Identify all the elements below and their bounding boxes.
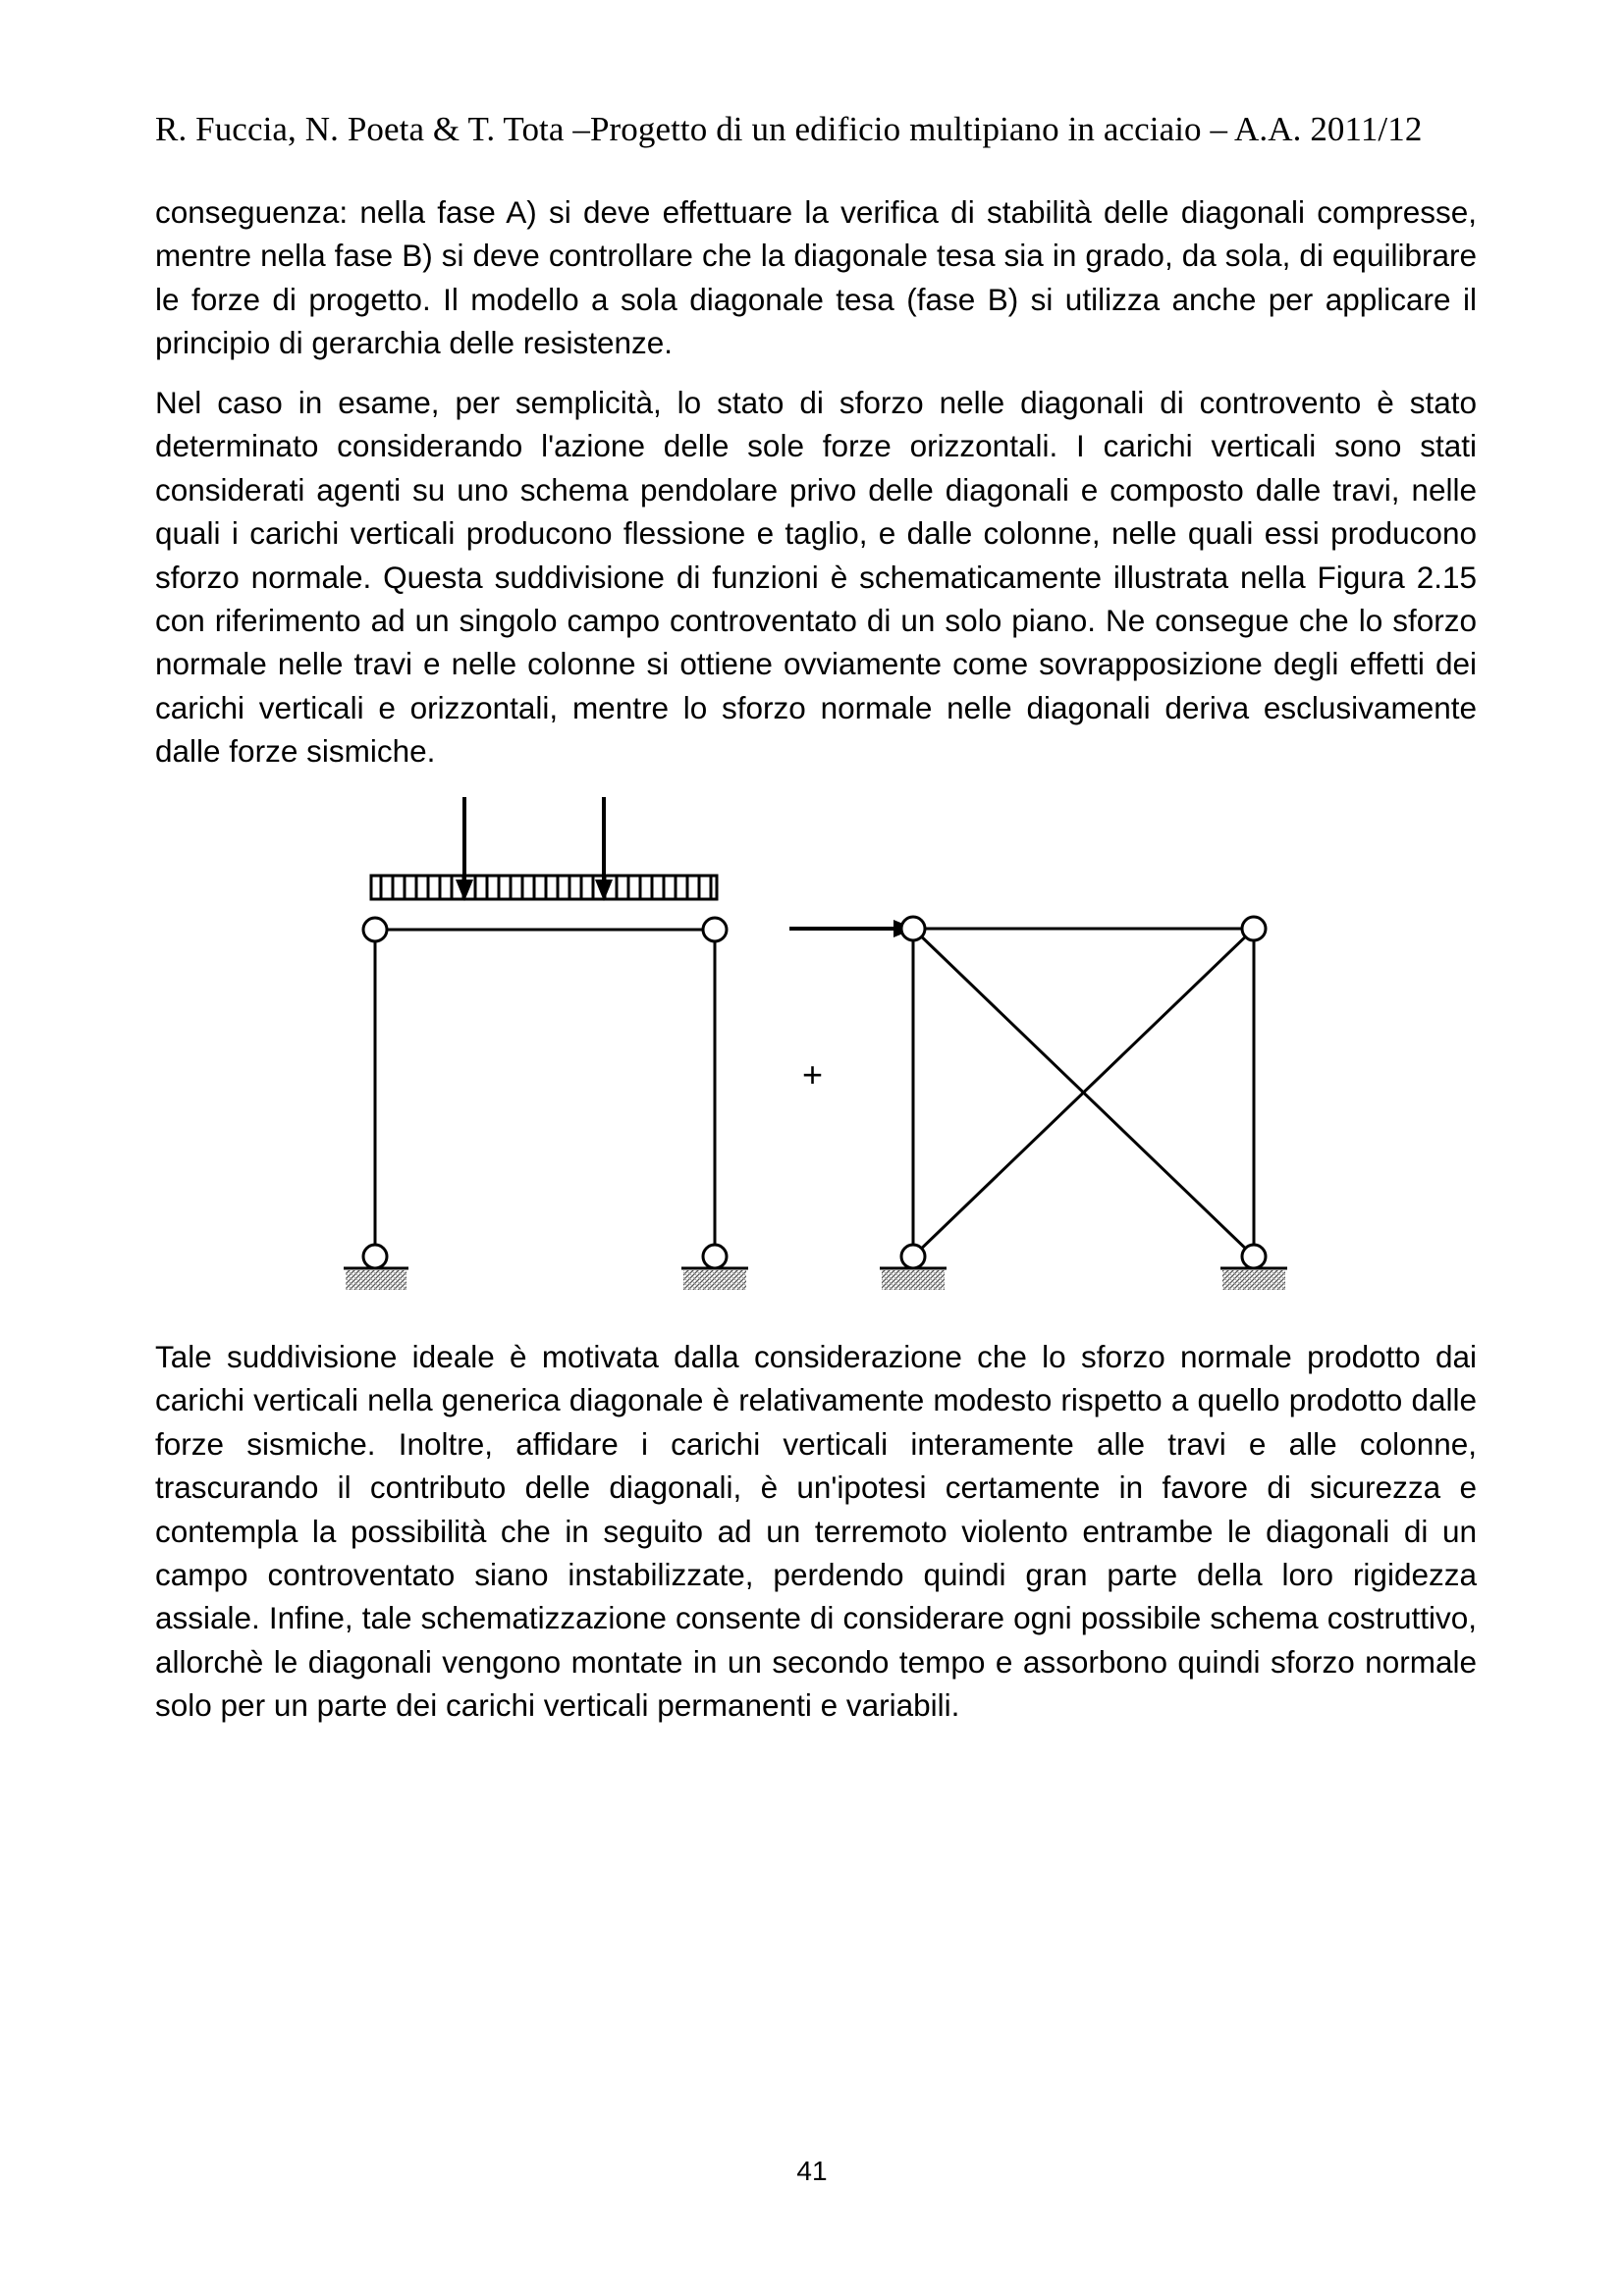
hinge-nodes [363,918,727,1268]
plus-sign: + [802,1054,824,1095]
ground-supports [880,1268,1287,1290]
figure-frame-decomposition [334,785,1316,1315]
page-number: 41 [796,2156,828,2186]
pendular-frame-scheme [344,797,748,1290]
paragraph-2: Nel caso in esame, per semplicità, lo stato di sforzo nelle diagonali di controvento è stato determinato considerando l'azione delle sole forze orizzontali. I carichi verticali sono stati considerati agenti su uno schema pendolare privo delle diagonali e composto dalle travi, nelle quali i carichi verticali producono flessione e taglio, e dalle colonne, nelle quali essi producono sforzo normale. Questa suddivisione di funzioni è schematicamente illustrata nella Figura 2.15 con riferimento ad un singolo campo controventato di un solo piano. Ne consegue che lo sforzo normale nelle travi e nelle colonne si ottiene ovviamente come sovrapposizione degli effetti dei carichi verticali e orizzontali, mentre lo sforzo normale nelle diagonali deriva esclusivamente dalle forze sismiche. [155,385,1477,770]
paragraph-3: Tale suddivisione ideale è motivata dalla considerazione che lo sforzo normale prodotto dai carichi verticali nella generica diagonale è relativamente modesto rispetto a quello prodotto dalle forze sismiche. Inoltre, affidare i carichi verticali interamente alle travi e alle colonne, trascurando il contributo delle diagonali, è un'ipotesi certamente in favore di sicurezza e contempla la possibilità che in seguito ad un terremoto violento entrambe le diagonali di un campo controventato siano instabilizzate, perdendo quindi gran parte della loro rigidezza assiale. Infine, tale schematizzazione consente di considerare ogni possibile schema costruttivo, allorchè le diagonali vengono montate in un secondo tempo e assorbono quindi sforzo normale solo per un parte dei carichi verticali permanenti e variabili. [155,1339,1477,1724]
running-header: R. Fuccia, N. Poeta & T. Tota –Progetto di un edificio multipiano in acciaio – A.A. 2011/12 [155,110,1423,148]
distributed-load [371,876,717,899]
horizontal-force-arrow [789,920,915,937]
ground-supports [344,1268,748,1290]
braced-frame-scheme [789,917,1287,1290]
paragraph-1: conseguenza: nella fase A) si deve effettuare la verifica di stabilità delle diagonali compresse, mentre nella fase B) si deve controllare che la diagonale tesa sia in grado, da sola, di equilibrare le forze di progetto. Il modello a sola diagonale tesa (fase B) si utilizza anche per applicare il principio di gerarchia delle resistenze. [155,194,1477,361]
